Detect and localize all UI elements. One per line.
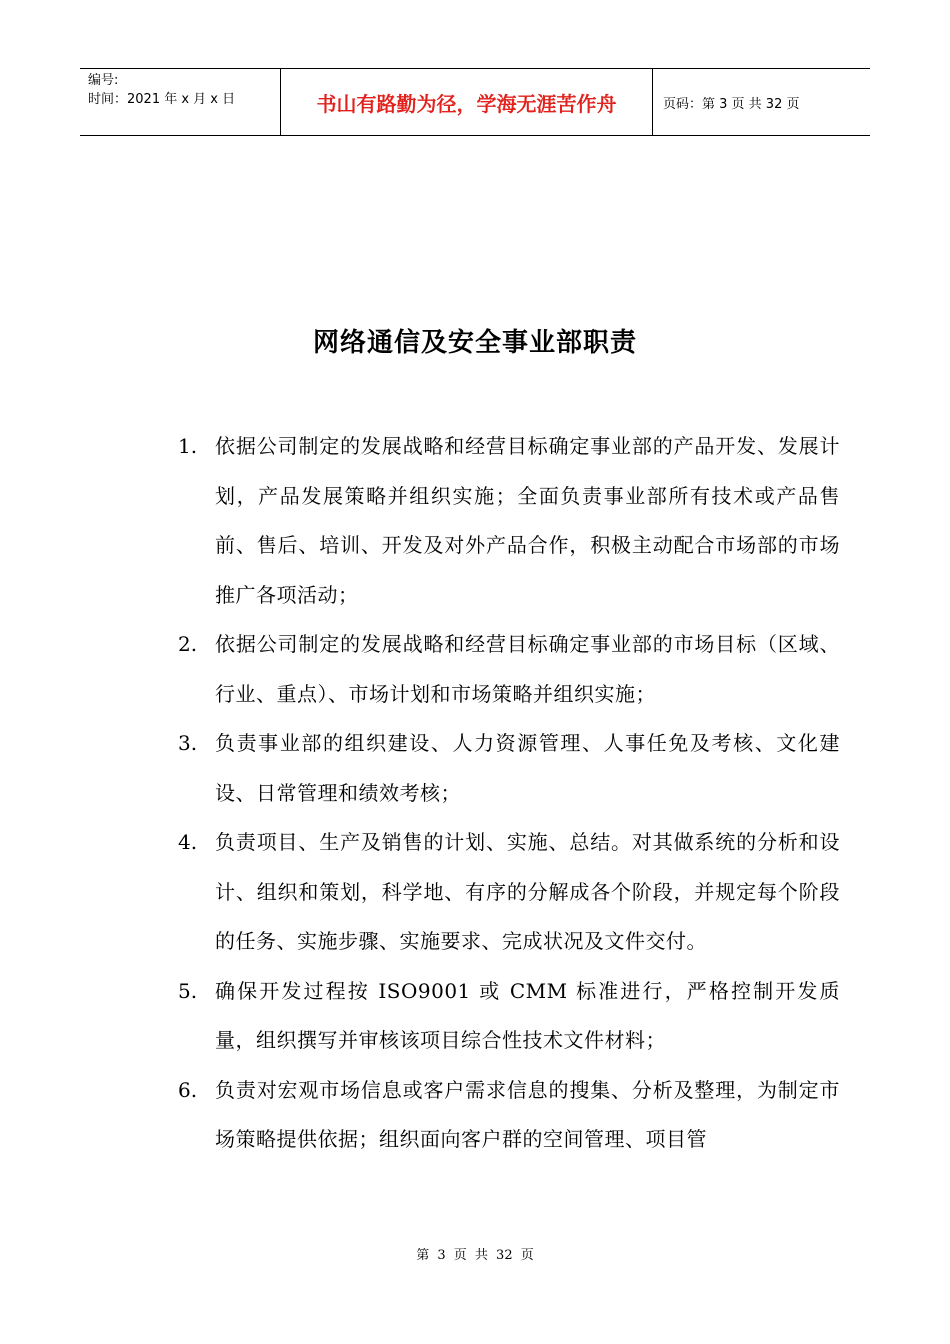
list-item bbox=[178, 620, 840, 719]
header-meta bbox=[80, 69, 281, 135]
page-header bbox=[80, 68, 870, 136]
document-title: 网络通信及安全事业部职责 bbox=[312, 328, 637, 358]
list-item bbox=[178, 422, 840, 620]
list-item-number: 3. bbox=[178, 731, 198, 755]
list-item-number: 5. bbox=[178, 978, 198, 1003]
document-number-label: 编号: bbox=[88, 73, 119, 88]
list-item bbox=[178, 1066, 840, 1165]
list-item-text: 负责项目、生产及销售的计划、实施、总结。对其做系统的分析和设计、组织和策划，科学地、有序的分解成各个阶段，并规定每个阶段的任务、实施步骤、实施要求、完成状况及文件交付。 bbox=[215, 830, 840, 953]
list-item-number: 4. bbox=[178, 830, 198, 854]
list-item-number: 2. bbox=[178, 632, 198, 656]
list-item bbox=[178, 818, 840, 967]
list-item-number: 6. bbox=[178, 1077, 198, 1102]
responsibilities-list bbox=[178, 422, 840, 1165]
list-item-text: 依据公司制定的发展战略和经营目标确定事业部的市场目标（区域、行业、重点）、市场计划和市场策略并组织实施； bbox=[215, 632, 840, 706]
list-item-number: 1. bbox=[178, 434, 198, 458]
document-date: 时间：2021 年 x 月 x 日 bbox=[88, 92, 236, 107]
list-item bbox=[178, 967, 840, 1066]
list-item-text: 负责事业部的组织建设、人力资源管理、人事任免及考核、文化建设、日常管理和绩效考核； bbox=[215, 731, 840, 805]
list-item-text: 确保开发过程按 ISO9001 或 CMM 标准进行，严格控制开发质量，组织撰写并审核该项目综合性技术文件材料； bbox=[215, 978, 840, 1052]
page-footer: 第 3 页 共 32 页 bbox=[416, 1248, 534, 1263]
list-item bbox=[178, 719, 840, 818]
header-motto: 书山有路勤为径，学海无涯苦作舟 bbox=[281, 69, 653, 135]
list-item-text: 依据公司制定的发展战略和经营目标确定事业部的产品开发、发展计划，产品发展策略并组织实施；全面负责事业部所有技术或产品售前、售后、培训、开发及对外产品合作，积极主动配合市场部的市场推广各项活动； bbox=[215, 434, 840, 607]
list-item-text: 负责对宏观市场信息或客户需求信息的搜集、分析及整理，为制定市场策略提供依据；组织面向客户群的空间管理、项目管 bbox=[215, 1077, 840, 1151]
header-page-info: 页码：第 3 页 共 32 页 bbox=[663, 96, 800, 112]
